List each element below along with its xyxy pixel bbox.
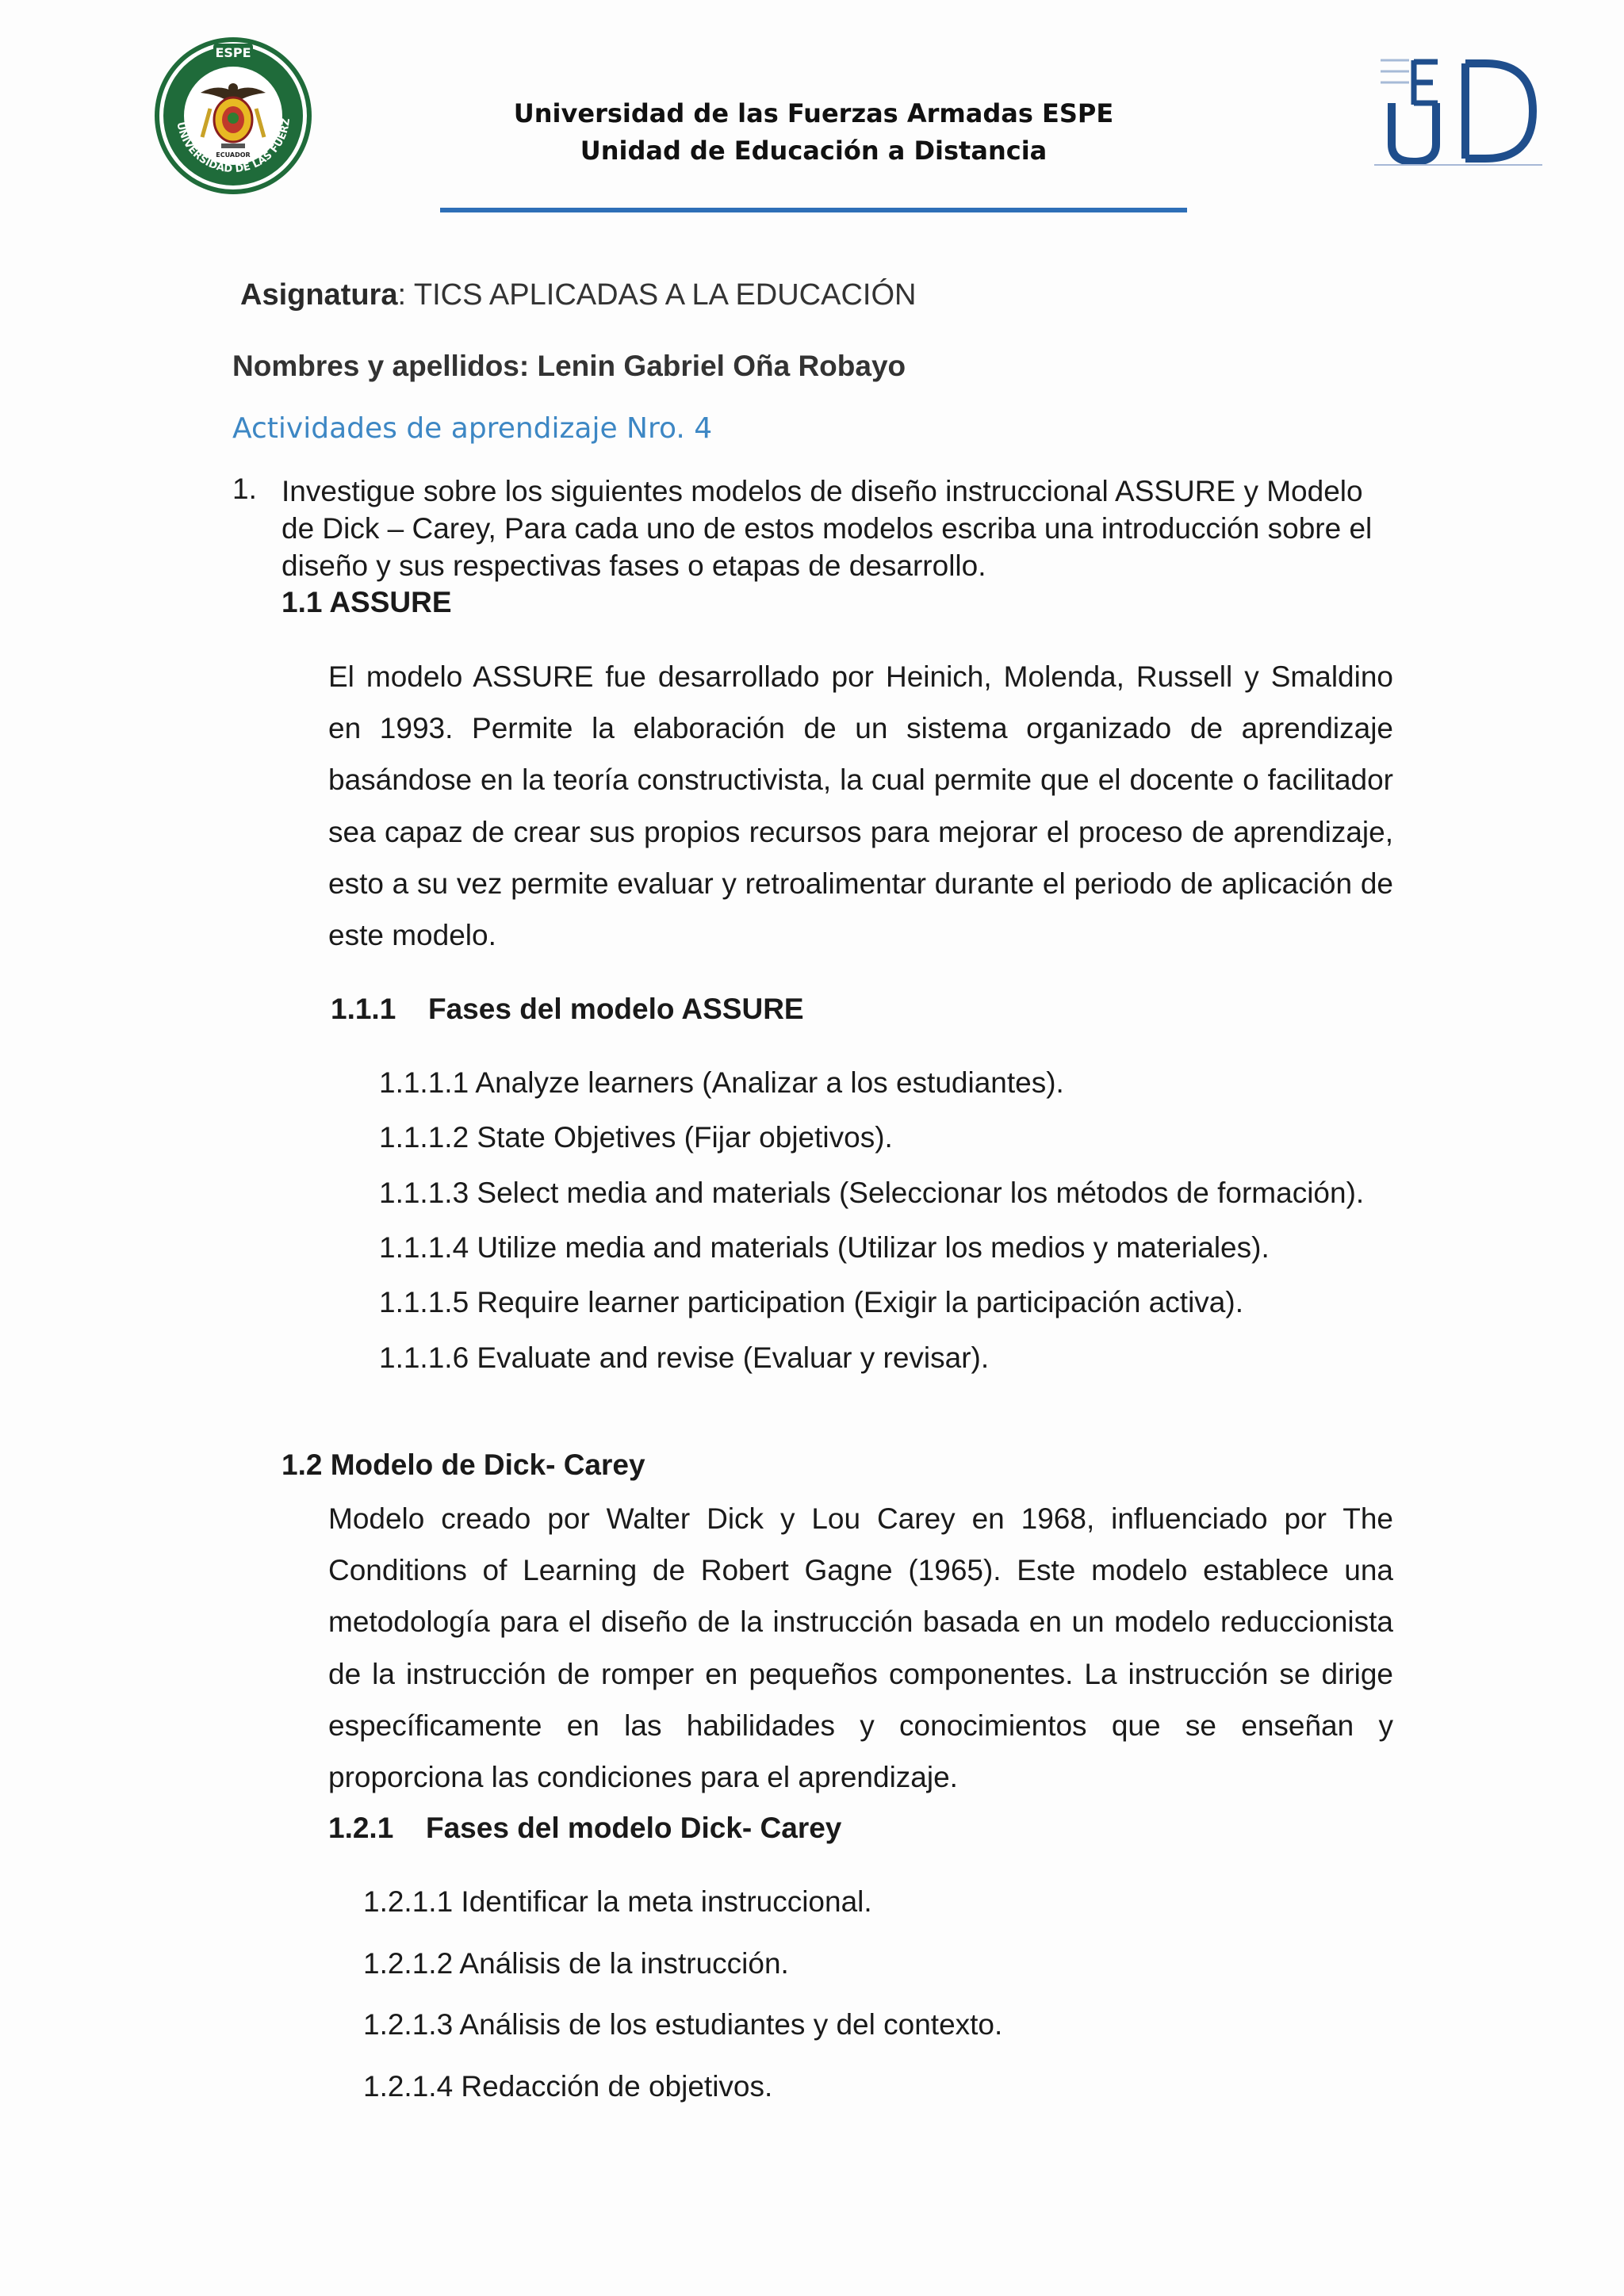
espe-logo — [153, 36, 313, 196]
assure-paragraph: El modelo ASSURE fue desarrollado por Heinich, Molenda, Russell y Smaldino en 1993. Permite la elaboración de un sistema organizado de aprendizaje basándose en la teoría constructivista, la cual permite que el docente o facilitador sea capaz de crear sus propios recursos para mejorar el proceso de aprendizaje, esto a su vez permite evaluar y retroalimentar durante el periodo de aplicación de este modelo. — [328, 660, 1393, 952]
assure-phases-heading — [331, 993, 804, 1026]
ued-logo — [1374, 55, 1542, 166]
dick-carey-phases-number: 1.2.1 — [328, 1812, 394, 1844]
dick-carey-paragraph: Modelo creado por Walter Dick y Lou Carey en 1968, influenciado por The Conditions of Learning de Robert Gagne (1965). Este modelo establece una metodología para el diseño de la instrucción basada en un modelo reduccionista de la instrucción de romper en pequeños componentes. La instrucción se dirige específicamente en las habilidades y conocimientos que se enseñan y proporciona las condiciones para el aprendizaje. — [328, 1502, 1393, 1794]
espe-logo-country: ECUADOR — [216, 151, 251, 159]
espe-logo-ring-text: UNIVERSIDAD DE LAS FUERZ — [174, 117, 293, 176]
dick-carey-phase-1: 1.2.1.1 Identificar la meta instruccional. — [363, 1885, 872, 1918]
ued-logo-letters: UED — [1374, 55, 1377, 56]
assure-phases-title: Fases del modelo ASSURE — [428, 993, 804, 1025]
espe-logo-top-text: ESPE — [215, 45, 251, 60]
activities-title: Actividades de aprendizaje Nro. 4 — [232, 412, 713, 445]
subject-value: : TICS APLICADAS A LA EDUCACIÓN — [397, 278, 917, 312]
question-text: Investigue sobre los siguientes modelos de diseño instruccional ASSURE y Modelo de Dick – Carey, Para cada uno de estos modelos escriba una introducción sobre el diseño y sus respectivas fases o etapas de desarrollo. — [282, 475, 1373, 582]
dick-carey-phases-heading — [328, 1812, 841, 1845]
assure-phase-3: 1.1.1.3 Select media and materials (Seleccionar los métodos de formación). — [379, 1177, 1365, 1209]
dick-carey-phase-3: 1.2.1.3 Análisis de los estudiantes y del contexto. — [363, 2008, 1003, 2041]
assure-phase-4: 1.1.1.4 Utilize media and materials (Utilizar los medios y materiales). — [379, 1231, 1270, 1264]
subject-label: Asignatura — [240, 278, 398, 312]
assure-phase-1: 1.1.1.1 Analyze learners (Analizar a los estudiantes). — [379, 1066, 1064, 1099]
header-divider — [440, 208, 1187, 212]
question-number: 1. — [232, 473, 257, 505]
assure-phase-2: 1.1.1.2 State Objetives (Fijar objetivos). — [379, 1121, 893, 1154]
student-name: Nombres y apellidos: Lenin Gabriel Oña Robayo — [232, 350, 906, 382]
unit-name: Unidad de Educación a Distancia — [580, 136, 1048, 166]
assure-phase-5: 1.1.1.5 Require learner participation (Exigir la participación activa). — [379, 1286, 1243, 1318]
university-name: Universidad de las Fuerzas Armadas ESPE — [513, 98, 1114, 128]
assure-phase-6: 1.1.1.6 Evaluate and revise (Evaluar y revisar). — [379, 1341, 990, 1374]
dick-carey-phases-title: Fases del modelo Dick- Carey — [426, 1812, 842, 1844]
dick-carey-heading: 1.2 Modelo de Dick- Carey — [282, 1448, 645, 1481]
subject-line — [240, 278, 916, 312]
assure-phases-number: 1.1.1 — [331, 993, 396, 1025]
dick-carey-phase-4: 1.2.1.4 Redacción de objetivos. — [363, 2070, 773, 2103]
assure-heading: 1.1 ASSURE — [282, 586, 452, 618]
dick-carey-phase-2: 1.2.1.2 Análisis de la instrucción. — [363, 1947, 789, 1980]
